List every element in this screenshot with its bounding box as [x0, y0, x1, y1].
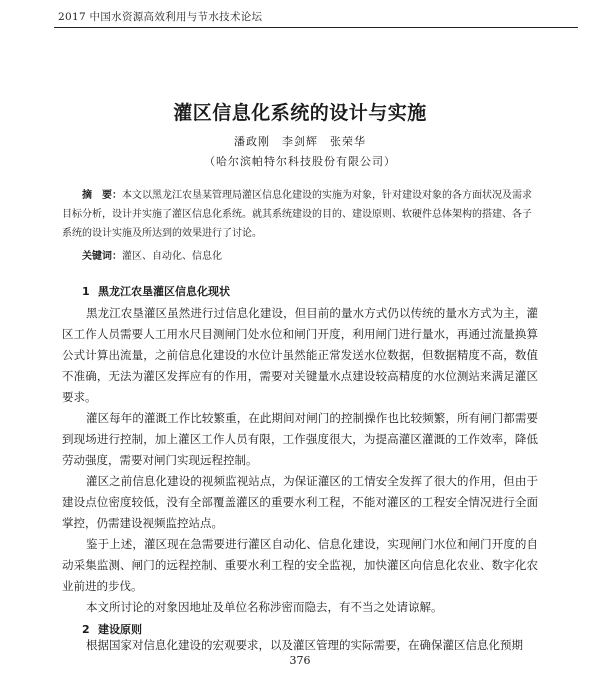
section-title: 黑龙江农垦灌区信息化现状 — [98, 285, 230, 298]
keywords-label: 关键词： — [82, 251, 122, 262]
section-number: 2 — [82, 623, 90, 636]
keywords — [82, 247, 222, 262]
paragraph: 鉴于上述，灌区现在急需要进行灌区自动化、信息化建设，实现闸门水位和闸门开度的自动采集监测、闸门的远程控制、重要水利工程的安全监视，加快灌区向信息化农业、数字化农业前进的步伐。 — [62, 537, 538, 593]
paragraph: 灌区每年的灌溉工作比较繁重，在此期间对闸门的控制操作也比较频繁，所有闸门都需要到现场进行控制，加上灌区工作人员有限，工作强度很大，为提高灌区灌溉的工作效率，降低劳动强度，需要对闸门实现远程控制。 — [62, 411, 538, 467]
running-header: 2017 中国水资源高效利用与节水技术论坛 — [58, 11, 263, 23]
paragraph: 根据国家对信息化建设的宏观要求，以及灌区管理的实际需要，在确保灌区信息化预期 — [86, 638, 523, 652]
paper-affiliation: （哈尔滨帕特尔科技股份有限公司） — [204, 155, 396, 168]
abstract — [62, 186, 538, 243]
abstract-label: 摘 要： — [82, 190, 122, 201]
paper-authors: 潘政刚 李剑辉 张荣华 — [234, 135, 366, 148]
paragraph: 本文所讨论的对象因地址及单位名称涉密而隐去，有不当之处请谅解。 — [86, 600, 443, 614]
paragraph: 黑龙江农垦灌区虽然进行过信息化建设，但目前的量水方式仍以传统的量水方式为主，灌区工作人员需要人工用水尺目测闸门处水位和闸门开度，利用闸门进行量水，再通过流量换算公式计算出流量，之前信息化建设的水位计虽然能正常发送水位数据，但数据精度不高，数值不准确，无法为灌区发挥应有的作用，需要对关键量水点建设较高精度的水位测站来满足灌区要求。 — [62, 306, 538, 404]
header-rule — [54, 27, 578, 28]
paragraph: 灌区之前信息化建设的视频监视站点，为保证灌区的工情安全发挥了很大的作用，但由于建设点位密度较低，没有全部覆盖灌区的重要水利工程，不能对灌区的工程安全情况进行全面掌控，仍需建设视频监控站点。 — [62, 474, 538, 530]
section-heading — [82, 283, 230, 299]
page-number: 376 — [289, 654, 311, 667]
section-title: 建设原则 — [98, 623, 142, 636]
section-number: 1 — [82, 285, 90, 298]
abstract-text: 本文以黑龙江农垦某管理局灌区信息化建设的实施为对象，针对建设对象的各方面状况及需求目标分析，设计并实施了灌区信息化系统。就其系统建设的目的、建设原则、软硬件总体架构的搭建、各子系统的设计实施及所达到的效果进行了讨论。 — [62, 190, 532, 239]
paper-title: 灌区信息化系统的设计与实施 — [173, 102, 427, 124]
keywords-text: 灌区、自动化、信息化 — [122, 251, 222, 262]
